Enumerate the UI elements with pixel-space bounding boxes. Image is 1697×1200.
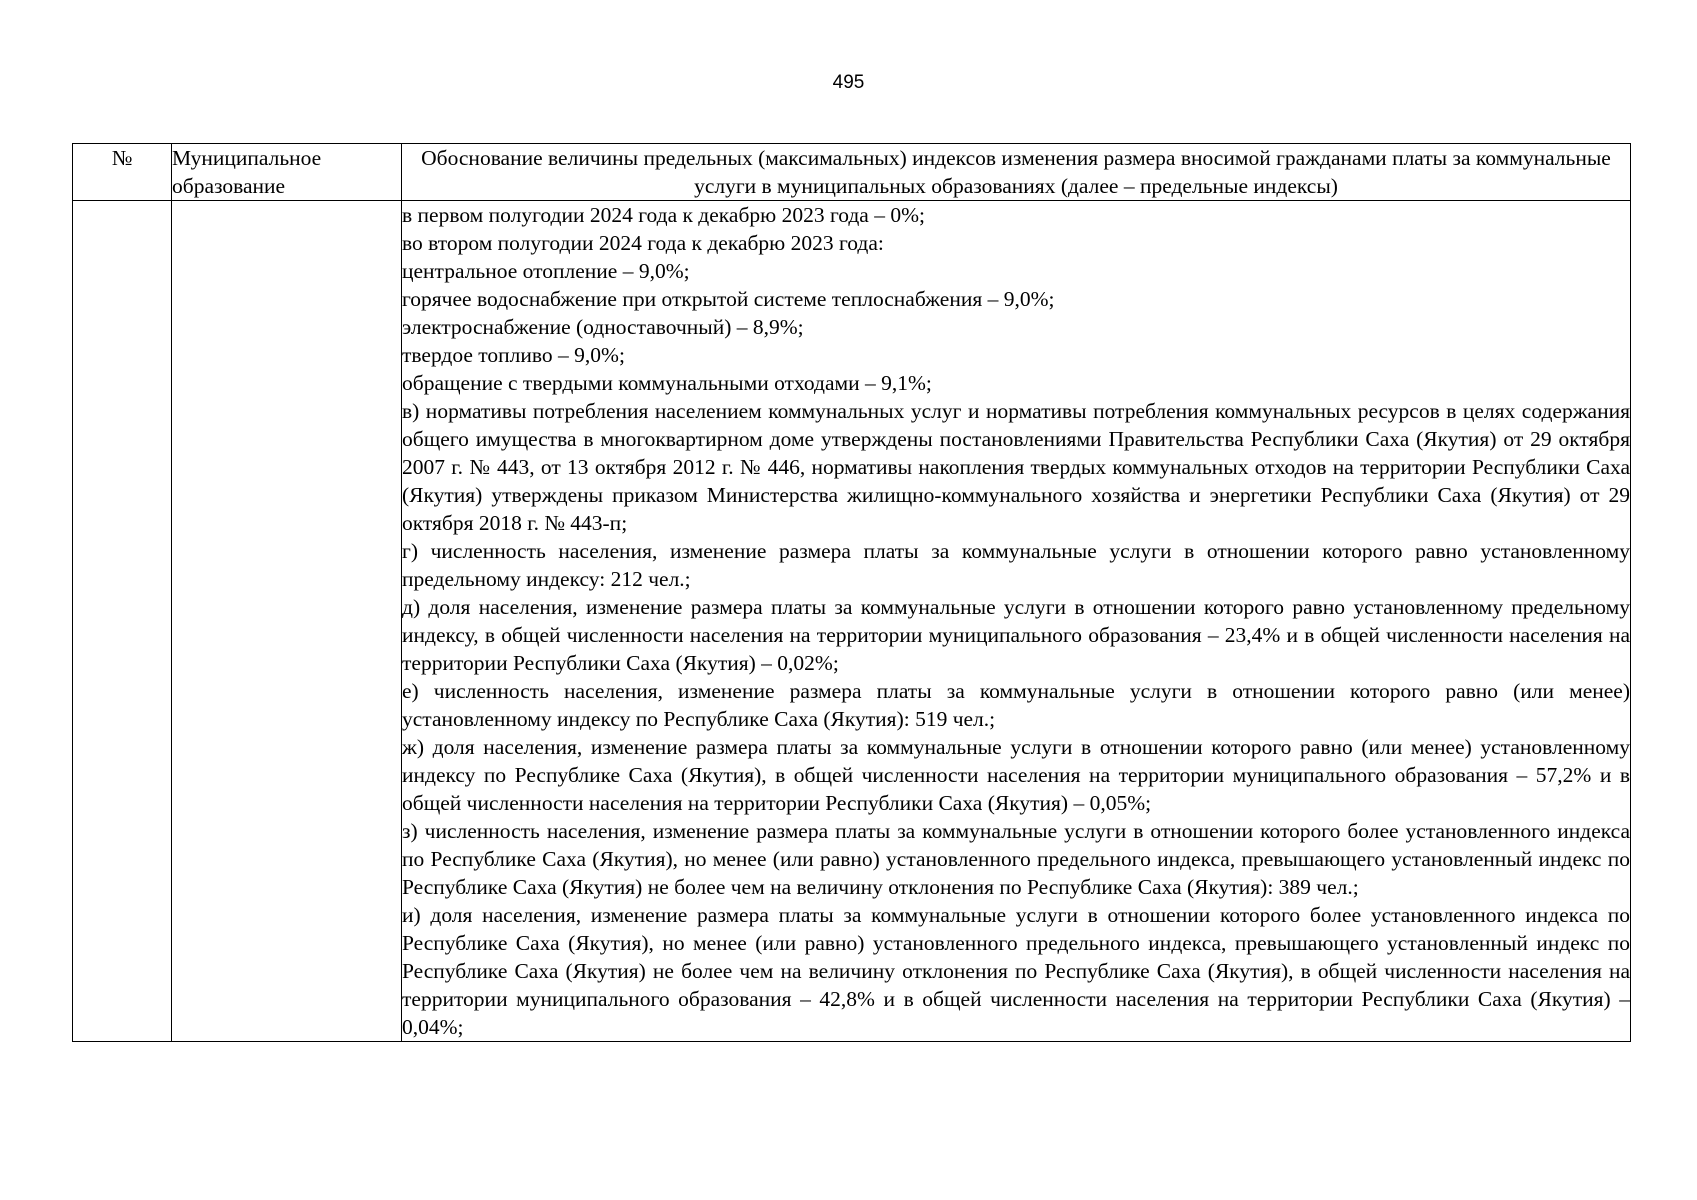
paragraph-electricity: электроснабжение (одноставочный) – 8,9%; <box>402 315 804 339</box>
paragraph-item-z: з) численность населения, изменение размера платы за коммунальные услуги в отношении которого более установленного индекса по Республике Саха (Якутия), но менее (или равно) установленного предельного индекса, превышающего установленный индекс по Республике Саха (Якутия) не более чем на величину отклонения по Республике Саха (Якутия): 389 чел.; <box>402 819 1630 899</box>
page-number: 495 <box>832 72 865 93</box>
paragraph-item-i: и) доля населения, изменение размера платы за коммунальные услуги в отношении которого более установленного индекса по Республике Саха (Якутия), но менее (или равно) установленного предельного индекса, превышающего установленный индекс по Республике Саха (Якутия) не более чем на величину отклонения по Республике Саха (Якутия), в общей численности населения на территории муниципального образования – 42,8% и в общей численности населения на территории Республики Саха (Якутия) – 0,04%; <box>402 903 1630 1039</box>
paragraph-first-half-2024: в первом полугодии 2024 года к декабрю 2023 года – 0%; <box>402 203 925 227</box>
paragraph-second-half-2024: во втором полугодии 2024 года к декабрю 2023 года: <box>402 231 884 255</box>
paragraph-item-zh: ж) доля населения, изменение размера платы за коммунальные услуги в отношении которого равно (или менее) установленному индексу по Республике Саха (Якутия), в общей численности населения на территории муниципального образования – 57,2% и в общей численности населения на территории Республики Саха (Якутия) – 0,05%; <box>402 735 1630 815</box>
table-header-row <box>73 144 1631 201</box>
header-number: № <box>73 144 172 201</box>
paragraph-item-v: в) нормативы потребления населением коммунальных услуг и нормативы потребления коммунальных ресурсов в целях содержания общего имущества в многоквартирном доме утверждены постановлениями Правительства Республики Саха (Якутия) от 29 октября 2007 г. № 443, от 13 октября 2012 г. № 446, нормативы накопления твердых коммунальных отходов на территории Республики Саха (Якутия) утверждены приказом Министерства жилищно-коммунального хозяйства и энергетики Республики Саха (Якутия) от 29 октября 2018 г. № 443-п; <box>402 399 1630 535</box>
paragraph-solid-waste: обращение с твердыми коммунальными отходами – 9,1%; <box>402 371 932 395</box>
paragraph-central-heating: центральное отопление – 9,0%; <box>402 259 690 283</box>
table-row <box>73 201 1631 1042</box>
header-justification: Обоснование величины предельных (максимальных) индексов изменения размера вносимой гражданами платы за коммунальные услуги в муниципальных образованиях (далее – предельные индексы) <box>402 144 1631 201</box>
paragraph-item-d: д) доля населения, изменение размера платы за коммунальные услуги в отношении которого равно установленному предельному индексу, в общей численности населения на территории муниципального образования – 23,4% и в общей численности населения на территории Республики Саха (Якутия) – 0,02%; <box>402 595 1630 675</box>
cell-municipality <box>172 201 402 1042</box>
justification-table <box>72 143 1631 1042</box>
paragraph-solid-fuel: твердое топливо – 9,0%; <box>402 343 625 367</box>
cell-number <box>73 201 172 1042</box>
paragraph-hot-water: горячее водоснабжение при открытой системе теплоснабжения – 9,0%; <box>402 287 1055 311</box>
paragraph-item-g: г) численность населения, изменение размера платы за коммунальные услуги в отношении которого равно установленному предельному индексу: 212 чел.; <box>402 539 1630 591</box>
paragraph-item-e: е) численность населения, изменение размера платы за коммунальные услуги в отношении которого равно (или менее) установленному индексу по Республике Саха (Якутия): 519 чел.; <box>402 679 1630 731</box>
header-municipality: Муниципальное образование <box>172 144 402 201</box>
cell-justification <box>402 201 1631 1042</box>
